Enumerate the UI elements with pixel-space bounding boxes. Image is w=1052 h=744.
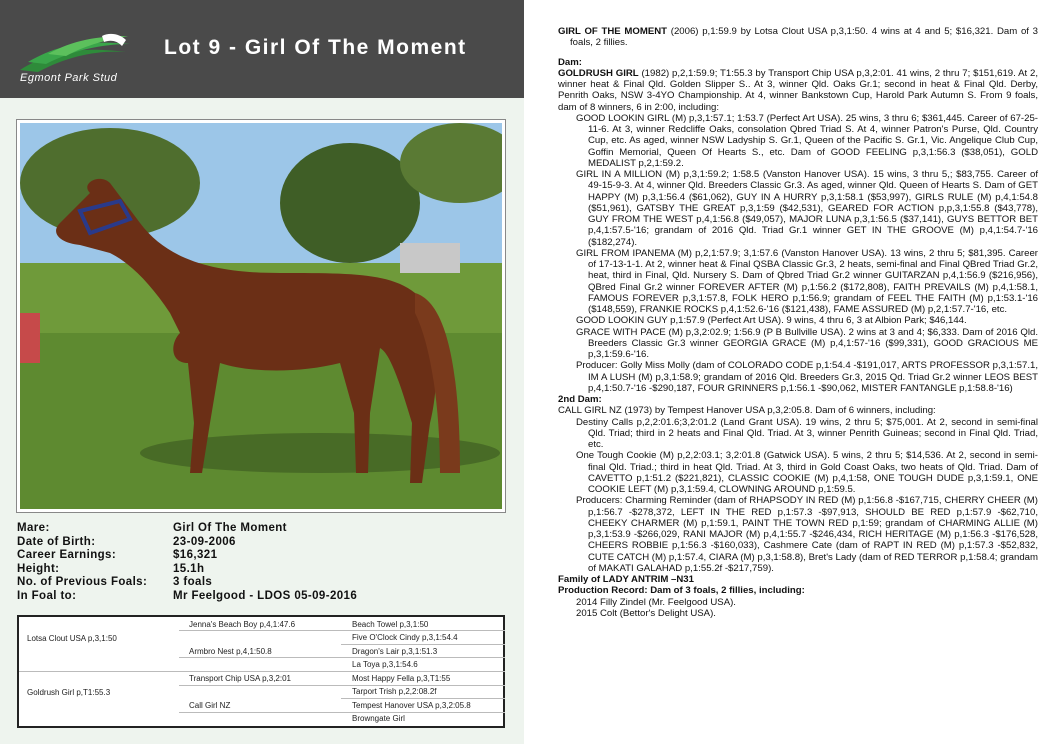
pedigree-dam-dam: Call Girl NZ: [189, 701, 231, 710]
dam-heading: Dam:: [558, 56, 582, 68]
pedigree-g3: Tempest Hanover USA p,3,2:05.8: [352, 701, 471, 710]
pedigree-sire: Lotsa Clout USA p,3,1:50: [27, 634, 117, 643]
progeny-paragraph: GRACE WITH PACE (M) p,3,2:02.9; 1:56.9 (P B Bullville USA). 2 wins at 3 and 4; $6,333. Dam of 2016 Qld. Breeders Classic Gr.3 winner GEORGIA GRACE (M) p,4,1:57-'16 ($99,331), GOOD GRACIOUS ME p,3,1:59.6-'16.: [576, 326, 1038, 360]
pedigree-g3: La Toya p,3,1:54.6: [352, 660, 418, 669]
foal-record: 2014 Filly Zindel (Mr. Feelgood USA).: [576, 596, 736, 608]
progeny-paragraph: GOOD LOOKIN GIRL (M) p,3,1:57.1; 1:53.7 (Perfect Art USA). 25 wins, 3 thru 6; $361,445. Career of 67-25-11-6. At 3, winner Redcliffe Oaks, consolation Qbred Triad S. At 4, winner Patron's Purse, Qld. Country Cup, etc. As aged, winner NSW Ladyship S. Gr.1, Queen of the Pacific S. Gr.1, Vic. Angelique Club Cup, Goffin Memorial, Queen Of Hearts S., etc. Dam of GOOD FEELING p,3,1:56.3 ($38,051), GOLD MEDALIST p,2,1:59.2.: [576, 112, 1038, 169]
progeny-paragraph: GIRL IN A MILLION (M) p,3,1:59.2; 1:58.5 (Vanston Hanover USA). 15 wins, 3 thru 5,; $83,755. Career of 49-15-9-3. At 4, winner Qld. Breeders Classic Gr.3. As aged, winner Qld. Queen of Hearts S. Dam of GET HAPPY (M) p,3,1:56.4 ($61,062), GUY IN A HURRY p,3,1:58.1 ($53,997), GIRLS RULE (M) p,4,1:54.8 ($51,961), GATSBY THE GREAT p,3,1:59 ($42,531), GEARED FOR ACTION p,p,3,1:55.8 ($43,778), GUY FROM THE WEST p,4,1:56.8 ($49,057), MAJOR LUNA p,3,1:56.5 ($37,141), GUYS BETTOR BET p,4,1:57.5-'16; grandam of 2016 Qld. Triad Gr.1 winner GET IN THE GROOVE (M) p,4,1:54.7-'16 ($182,274).: [576, 169, 1038, 248]
pedigree-sire-sire: Jenna's Beach Boy p,4,1:47.6: [189, 620, 296, 629]
fact-row: Mare: Girl Of The Moment: [17, 522, 287, 534]
header-bar: [0, 0, 524, 98]
fact-row: No. of Previous Foals: 3 foals: [17, 576, 213, 588]
progeny-paragraph: GIRL FROM IPANEMA (M) p,2,1:57.9; 3,1:57.6 (Vanston Hanover USA). 13 wins, 2 thru 5; $81,395. Career of 17-13-1-1. At 2, winner heat & Final QSBA Classic Gr.3, 2 heats, semi-final and Final QBred Triad Gr.2, heat, third in Final, Qld. Nursery S. Dam of Qbred Triad Gr.2 winner GUITARZAN p,4,1:56.9 ($216,956), QBred Final Gr.2 winner FOREVER AFTER (M) p,1:56.2 ($172,808), FAITH PREVAILS (M) p,4,1:58.1, FAMOUS FOREVER p,3,1:57.8, FOLK HERO p,1:56.9; grandam of FEEL THE FAITH (M) p,1:53.1-'16 ($148,559), FRANKIE ROCKS p,4,1:52.6-'16 ($121,438), FAME ASSURED (M) p,2,1:57.7-'16, etc.: [576, 247, 1038, 315]
logo-text: Egmont Park Stud: [20, 72, 118, 84]
pedigree-g3: Tarport Trish p,2,2:08.2f: [352, 687, 437, 696]
producer-paragraph: Producer: Golly Miss Molly (dam of COLORADO CODE p,1:54.4 -$191,017, ARTS PROFESSOR p,3,1:57.1, IM A LUSH (M) p,3,1:58.9; grandam of 2016 Qld. Breeders Gr.3, 2015 Qd. Triad Gr.2 winner LEOS BEST p,4,1:50.7-'16 -$290,187, FOUR GRINNERS p,1:56.1 -$90,062, MISTER FANTANGLE p,1:58.8-'16): [576, 360, 1038, 394]
pedigree-g3: Beach Towel p,3,1:50: [352, 620, 429, 629]
production-record: Production Record: Dam of 3 foals, 2 fillies, including:: [558, 585, 805, 597]
catalogue-text: [524, 0, 1052, 744]
pedigree-g3: Dragon's Lair p,3,1:51.3: [352, 647, 438, 656]
family-line: Family of LADY ANTRIM –N31: [558, 574, 694, 585]
second-dam-progeny: One Tough Cookie (M) p,2,2:03.1; 3,2:01.8 (Gatwick USA). 5 wins, 2 thru 5; $14,536. At 2, second in semi-final Qld. Triad.; third in heat Qld. Triad. At 3, third in Gold Coast Oaks, two heats of Qld. Triad. Dam of CAVETTO p,1:51.2 ($221,821), CLASSIC COOKIE (M) p,4,1:58, ONE TOUGH DUDE p,3,1:59.1, ONE COOKIE LEFT (M) p,3,1:59.4, CLOWNING AROUND p,1:59.5.: [576, 450, 1038, 495]
second-dam-paragraph: CALL GIRL NZ (1973) by Tempest Hanover USA p,3,2:05.8. Dam of 6 winners, including:: [558, 405, 936, 417]
second-dam-heading: 2nd Dam:: [558, 394, 602, 405]
pedigree-sire-dam: Armbro Nest p,4,1:50.8: [189, 647, 272, 656]
pedigree-dam-sire: Transport Chip USA p,3,2:01: [189, 674, 291, 683]
pedigree-table: [17, 615, 505, 728]
fact-row: In Foal to: Mr Feelgood - LDOS 05-09-2016: [17, 589, 358, 602]
second-dam-progeny: Destiny Calls p,2,2:01.6;3,2:01.2 (Land Grant USA). 19 wins, 2 thru 5; $75,001. At 2, second in semi-final Qld. Triad; third in 2 heats and Final Qld. Triad. At 3, winner Penrith Guineas; second in Final Qld. Triad, etc.: [576, 416, 1038, 450]
dam-paragraph: GOLDRUSH GIRL (1982) p,2,1:59.9; T1:55.3 by Transport Chip USA p,3,2:01. 41 wins, 2 thru 7; $151,619. At 2, winner heat & Final Qld. Golden Slipper S.. At 3, winner Qld. Oaks Gr.1; second in heat & Final Qld. Derby, Penrith Oaks, NSW 3-4YO Championship. At 4, winner Bankstown Cup, Harold Park Autumn S. From 9 foals, dam of 8 winners, 6 in 2:00, including:: [558, 67, 1038, 113]
horse-photo: [17, 120, 505, 512]
lot-title: Lot 9 - Girl Of The Moment: [164, 36, 467, 59]
pedigree-g3: Most Happy Fella p,3,T1:55: [352, 674, 451, 683]
fact-row: Career Earnings: $16,321: [17, 549, 218, 561]
intro-paragraph: GIRL OF THE MOMENT (2006) p,1:59.9 by Lotsa Clout USA p,3,1:50. 4 wins at 4 and 5; $16,321. Dam of 3 foals, 2 fillies.: [558, 26, 1038, 49]
progeny-paragraph: GOOD LOOKIN GUY p,1:57.9 (Perfect Art USA). 9 wins, 4 thru 6, 3 at Albion Park; $46,144.: [576, 315, 967, 327]
pedigree-dam: Goldrush Girl p,T1:55.3: [27, 688, 111, 697]
fact-row: Date of Birth: 23-09-2006: [17, 535, 236, 548]
fact-row: Height: 15.1h: [17, 562, 205, 575]
pedigree-g3: Browngate Girl: [352, 714, 405, 723]
foal-record: 2015 Colt (Bettor's Delight USA).: [576, 607, 716, 619]
second-dam-producers: Producers: Charming Reminder (dam of RHAPSODY IN RED (M) p,1:56.8 -$167,715, CHERRY CHEER (M) p,1:56.7 -$278,372, LEFT IN THE RED p,1:57.3 -$97,913, SHOULD BE RED p,1:57.9 -$62,710, CHEEKY CHARMER (M) p,1:59.1, PAINT THE TOWN RED p,1:59; grandam of CHARMING ALLIE (M) p,3,1:53.9 -$266,029, RANI MAJOR (M) p,4,1:55.7 -$246,434, RICH HERITAGE (M) p,1:56.3 -$176,528, CHEERS ROBBIE p,1:56.3 -$160,033), Cashmere Cate (dam of RAPT IN RED (M) p,1:57.3 -$52,832, CUTE CATCH (M) p,1:57.4, CIARA (M) p,3,1:58.8), Bret's Lady (dam of RED TERROR p,1:58.4; grandam of MAKATI GALAHAD p,1:55.2f -$217,759).: [576, 495, 1038, 574]
mare-facts: [17, 522, 507, 603]
left-panel: [0, 0, 524, 744]
pedigree-g3: Five O'Clock Cindy p,3,1:54.4: [352, 633, 458, 642]
